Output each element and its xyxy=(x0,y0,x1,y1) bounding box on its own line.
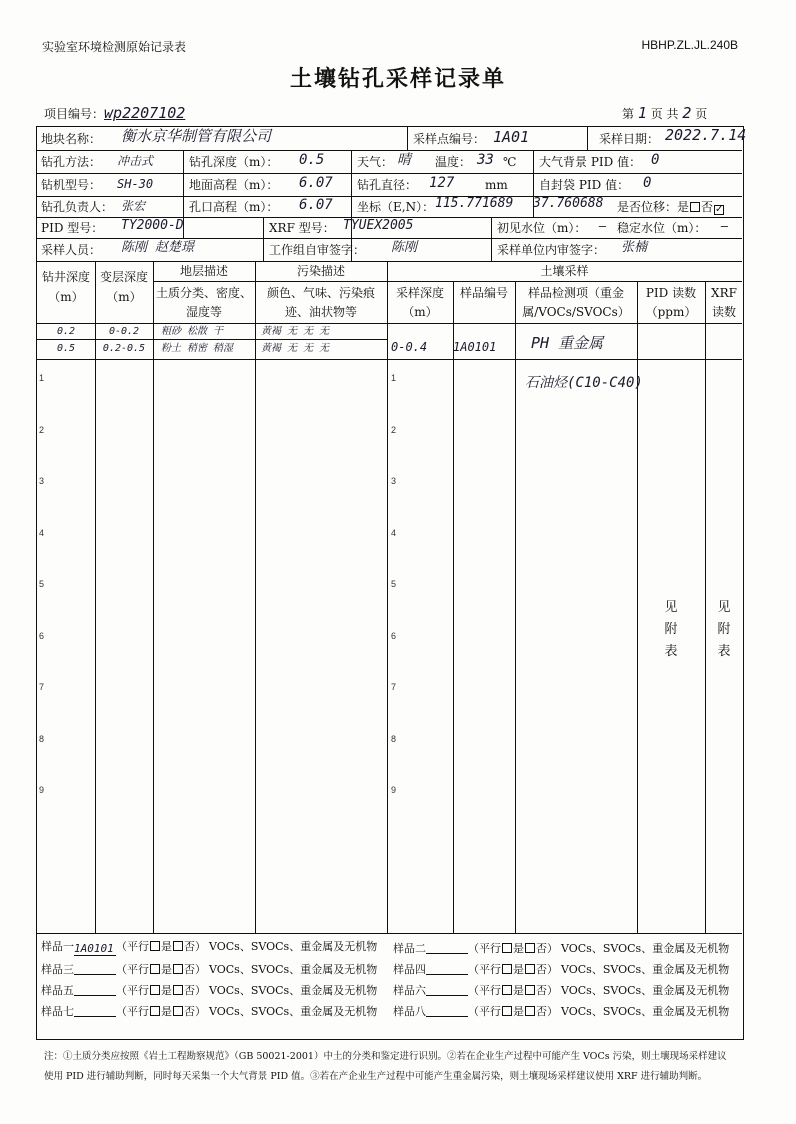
parallel-yes: 是 xyxy=(161,1005,172,1018)
sample-types: VOCs、SVOCs、重金属及无机物 xyxy=(209,963,378,976)
depth-mark-sample: 8 xyxy=(391,733,397,744)
sample-code-field[interactable] xyxy=(426,981,468,996)
sample-label: 样品七 xyxy=(41,1005,74,1018)
col-layer-depth: 变层深度（m） xyxy=(99,270,148,304)
col-xrf: XRF 读数 xyxy=(711,286,737,319)
col-color: 颜色、气味、污染痕迹、油状物等 xyxy=(266,286,375,319)
page-total: 2 xyxy=(682,104,692,122)
bag-label: 自封袋 PID 值： xyxy=(539,178,630,192)
diam-unit: mm xyxy=(485,178,508,192)
moved-no-checkbox[interactable]: ✓ xyxy=(715,204,724,215)
sample-code-field[interactable]: 1A0101 xyxy=(74,941,116,956)
sample-label: 样品四 xyxy=(393,963,426,976)
coord-n[interactable]: 37.760688 xyxy=(533,196,604,211)
depth-mark-sample: 5 xyxy=(391,579,397,589)
note-line-2: 使用 PID 进行辅助判断，同时每天采集一个大气背景 PID 值。③若在产企业生产过程中可能产生重金属污染，则土壤现场采样建议使用 XRF 进行辅助判断。 xyxy=(44,1071,708,1082)
sample-code-field[interactable] xyxy=(74,960,116,975)
depth-mark-left: 8 xyxy=(39,733,45,744)
depth-mark-sample: 2 xyxy=(391,424,397,435)
rig-label: 钻机型号： xyxy=(41,178,102,192)
parallel-yes: 是 xyxy=(161,984,172,997)
project-value[interactable]: wp2207102 xyxy=(104,104,186,122)
parallel-no: 否） xyxy=(184,984,206,997)
parallel-no-checkbox[interactable] xyxy=(173,1006,183,1016)
depth-mark-sample: 6 xyxy=(391,630,397,641)
depth-mark-left: 4 xyxy=(39,527,45,538)
parallel-yes: 是 xyxy=(513,1005,524,1018)
row1-soil[interactable]: 粗砂 松散 干 xyxy=(161,326,224,337)
row2-soil[interactable]: 粉土 稍密 稍湿 xyxy=(161,343,234,354)
group-strata: 地层描述 xyxy=(179,264,228,278)
row1-pollution[interactable]: 黄褐 无 无 无 xyxy=(261,326,330,337)
pid-bg-label: 大气背景 PID 值： xyxy=(539,155,642,169)
mouth-label: 孔口高程（m）： xyxy=(189,200,279,214)
coord-e[interactable]: 115.771689 xyxy=(435,196,514,211)
sample-types: VOCs、SVOCs、重金属及无机物 xyxy=(561,942,730,955)
parallel-no: 否） xyxy=(184,1005,206,1018)
parallel-yes: 是 xyxy=(513,942,524,955)
sample-label: 样品八 xyxy=(393,1005,426,1018)
depth-value[interactable]: 0.5 xyxy=(299,152,325,168)
pid-bg-value[interactable]: 0 xyxy=(651,152,660,168)
page-info: 第 1 页 共 2 页 xyxy=(622,104,708,122)
page-current: 1 xyxy=(637,104,647,122)
depth-mark-sample: 1 xyxy=(391,373,397,383)
parallel-no-checkbox[interactable] xyxy=(525,964,535,974)
parallel-open: （平行 xyxy=(116,963,149,976)
depth-mark-left: 2 xyxy=(39,424,45,435)
point-label: 采样点编号： xyxy=(413,132,486,146)
temp-label: 温度： xyxy=(435,155,472,169)
parallel-no: 否） xyxy=(184,940,206,953)
stable-value[interactable]: — xyxy=(721,219,729,233)
sample-entry[interactable] xyxy=(41,960,377,978)
parallel-yes: 是 xyxy=(161,940,172,953)
moved-flag[interactable]: 是否位移：是 否 ✓ xyxy=(617,200,724,215)
sample-types: VOCs、SVOCs、重金属及无机物 xyxy=(209,984,378,997)
plot-label: 地块名称： xyxy=(41,132,102,146)
page-title: 土壤钻孔采样记录单 xyxy=(289,66,506,92)
self-check-value[interactable]: 陈刚 xyxy=(391,240,418,255)
parallel-no-checkbox[interactable] xyxy=(525,985,535,995)
temp-value[interactable]: 33 xyxy=(477,152,494,168)
parallel-open: （平行 xyxy=(468,963,501,976)
parallel-open: （平行 xyxy=(468,942,501,955)
sampler-value[interactable]: 陈刚 赵楚璟 xyxy=(121,240,194,255)
self-check-label: 工作组自审签字： xyxy=(269,243,366,257)
xrf-value[interactable]: TYUEX2005 xyxy=(343,218,414,233)
depth-mark-sample: 4 xyxy=(391,527,397,538)
parallel-yes-checkbox[interactable] xyxy=(150,941,160,951)
parallel-no-checkbox[interactable] xyxy=(173,964,183,974)
sample-types: VOCs、SVOCs、重金属及无机物 xyxy=(561,984,730,997)
parallel-yes-checkbox[interactable] xyxy=(150,1006,160,1016)
col-sample-no: 样品编号 xyxy=(459,286,508,300)
sample-label: 样品一 xyxy=(41,940,74,953)
parallel-yes-checkbox[interactable] xyxy=(502,943,512,953)
sampler-label: 采样人员： xyxy=(41,243,102,257)
group-pollution: 污染描述 xyxy=(296,264,345,278)
unit-check-label: 采样单位内审签字： xyxy=(497,243,606,257)
parallel-no-checkbox[interactable] xyxy=(173,941,183,951)
sample-depth[interactable]: 0-0.4 xyxy=(391,340,428,354)
water-value[interactable]: — xyxy=(599,219,607,233)
depth-mark-left: 6 xyxy=(39,630,45,641)
plot-value[interactable]: 衡水京华制管有限公司 xyxy=(121,127,272,145)
sample-code-field[interactable] xyxy=(74,981,116,996)
parallel-yes-checkbox[interactable] xyxy=(502,1006,512,1016)
sample-label: 样品二 xyxy=(393,942,426,955)
depth-label: 钻孔深度（m）： xyxy=(189,155,279,169)
sample-types: VOCs、SVOCs、重金属及无机物 xyxy=(561,963,730,976)
parallel-open: （平行 xyxy=(468,984,501,997)
items-line2[interactable]: 石油烃(C10-C40) xyxy=(525,375,643,391)
parallel-open: （平行 xyxy=(468,1005,501,1018)
leader-value[interactable]: 张宏 xyxy=(121,199,146,213)
sample-label: 样品五 xyxy=(41,984,74,997)
sample-types: VOCs、SVOCs、重金属及无机物 xyxy=(209,940,378,953)
sample-entry[interactable] xyxy=(393,939,729,957)
parallel-open: （平行 xyxy=(116,984,149,997)
depth-mark-left: 9 xyxy=(39,785,45,795)
project-number xyxy=(44,104,185,122)
col-items: 样品检测项（重金属/VOCs/SVOCs） xyxy=(522,286,630,319)
xrf-label: XRF 型号： xyxy=(269,221,335,235)
temp-unit: ℃ xyxy=(503,155,517,169)
parallel-no-checkbox[interactable] xyxy=(173,985,183,995)
col-soil-class: 土质分类、密度、湿度等 xyxy=(155,286,252,319)
depth-mark-left: 3 xyxy=(39,476,45,486)
sample-label: 样品六 xyxy=(393,984,426,997)
method-value[interactable]: 冲击式 xyxy=(117,154,154,168)
col-pid: PID 读数（ppm） xyxy=(645,286,697,319)
parallel-yes: 是 xyxy=(161,963,172,976)
group-sampling: 土壤采样 xyxy=(540,264,589,278)
sample-entry[interactable] xyxy=(393,981,729,999)
leader-label: 钻孔负责人： xyxy=(41,200,114,214)
water-label: 初见水位（m）： xyxy=(497,221,587,235)
sample-entry[interactable] xyxy=(393,1002,729,1020)
depth-mark-left: 5 xyxy=(39,579,45,589)
point-value[interactable]: 1A01 xyxy=(493,128,530,146)
parallel-no: 否） xyxy=(184,963,206,976)
row2-layer[interactable]: 0.2-0.5 xyxy=(102,343,146,354)
unit-check-value[interactable]: 张楠 xyxy=(621,240,648,255)
items-line1[interactable]: PH 重金属 xyxy=(531,334,604,352)
sample-no[interactable]: 1A0101 xyxy=(453,340,497,354)
project-label: 项目编号： xyxy=(44,107,105,121)
sample-entry[interactable] xyxy=(393,960,729,978)
rig-value[interactable]: SH-30 xyxy=(117,177,154,191)
parallel-yes-checkbox[interactable] xyxy=(150,964,160,974)
row1-layer[interactable]: 0-0.2 xyxy=(108,326,140,337)
sample-code-field[interactable] xyxy=(426,939,468,954)
date-label: 采样日期： xyxy=(599,132,660,146)
note-line-1: 注：①土质分类应按照《岩土工程勘察规范》（GB 50021-2001）中土的分类和鉴定进行识别。②若在企业生产过程中可能产生 VOCs 污染，则土壤现场采样建议 xyxy=(44,1051,727,1062)
col-sample-depth: 采样深度（m） xyxy=(395,286,444,319)
parallel-yes-checkbox[interactable] xyxy=(150,985,160,995)
depth-mark-sample: 3 xyxy=(391,476,397,486)
stable-label: 稳定水位（m）： xyxy=(617,221,707,235)
mouth-value[interactable]: 6.07 xyxy=(299,197,333,213)
sample-entry[interactable] xyxy=(41,939,377,956)
sample-types: VOCs、SVOCs、重金属及无机物 xyxy=(209,1005,378,1018)
sample-code-field[interactable] xyxy=(426,960,468,975)
sample-code-field[interactable] xyxy=(426,1002,468,1017)
xrf-see-appendix: 见附表 xyxy=(717,600,731,659)
bag-value[interactable]: 0 xyxy=(643,175,652,191)
sample-entry[interactable] xyxy=(41,981,377,999)
parallel-yes: 是 xyxy=(513,963,524,976)
moved-yes-checkbox[interactable] xyxy=(690,202,700,212)
parallel-no-checkbox[interactable] xyxy=(525,1006,535,1016)
row2-hole[interactable]: 0.5 xyxy=(56,343,76,354)
col-hole-depth: 钻井深度（m） xyxy=(41,270,90,304)
row1-hole[interactable]: 0.2 xyxy=(56,326,76,337)
sample-code-field[interactable] xyxy=(74,1002,116,1017)
parallel-open: （平行 xyxy=(116,1005,149,1018)
parallel-no: 否） xyxy=(536,942,558,955)
form-name: 实验室环境检测原始记录表 xyxy=(42,40,187,54)
sample-label: 样品三 xyxy=(41,963,74,976)
parallel-no: 否） xyxy=(536,1005,558,1018)
pid-see-appendix: 见附表 xyxy=(664,600,678,659)
date-value[interactable]: 2022.7.14 xyxy=(665,126,747,144)
parallel-yes-checkbox[interactable] xyxy=(502,985,512,995)
depth-mark-sample: 7 xyxy=(391,682,397,692)
diam-label: 钻孔直径： xyxy=(357,178,418,192)
ground-value[interactable]: 6.07 xyxy=(299,175,333,191)
record-sheet xyxy=(36,126,747,1040)
row2-pollution[interactable]: 黄褐 无 无 无 xyxy=(261,343,330,354)
parallel-yes-checkbox[interactable] xyxy=(502,964,512,974)
parallel-open: （平行 xyxy=(116,940,149,953)
parallel-no: 否） xyxy=(536,984,558,997)
depth-mark-left: 1 xyxy=(39,373,45,383)
sample-entry[interactable] xyxy=(41,1002,377,1020)
parallel-no: 否） xyxy=(536,963,558,976)
method-label: 钻孔方法： xyxy=(41,155,102,169)
form-code: HBHP.ZL.JL.240B xyxy=(641,38,738,52)
coord-label: 坐标（E,N）： xyxy=(357,200,435,214)
weather-label: 天气： xyxy=(357,155,394,169)
pid-model-value[interactable]: TY2000-D xyxy=(121,218,184,233)
parallel-no-checkbox[interactable] xyxy=(525,943,535,953)
sample-types: VOCs、SVOCs、重金属及无机物 xyxy=(561,1005,730,1018)
depth-mark-sample: 9 xyxy=(391,785,397,795)
pid-model-label: PID 型号： xyxy=(41,221,104,235)
weather-value[interactable]: 晴 xyxy=(397,152,411,168)
depth-mark-left: 7 xyxy=(39,682,45,692)
ground-label: 地面高程（m）： xyxy=(189,178,279,192)
parallel-yes: 是 xyxy=(513,984,524,997)
diam-value[interactable]: 127 xyxy=(429,175,455,191)
